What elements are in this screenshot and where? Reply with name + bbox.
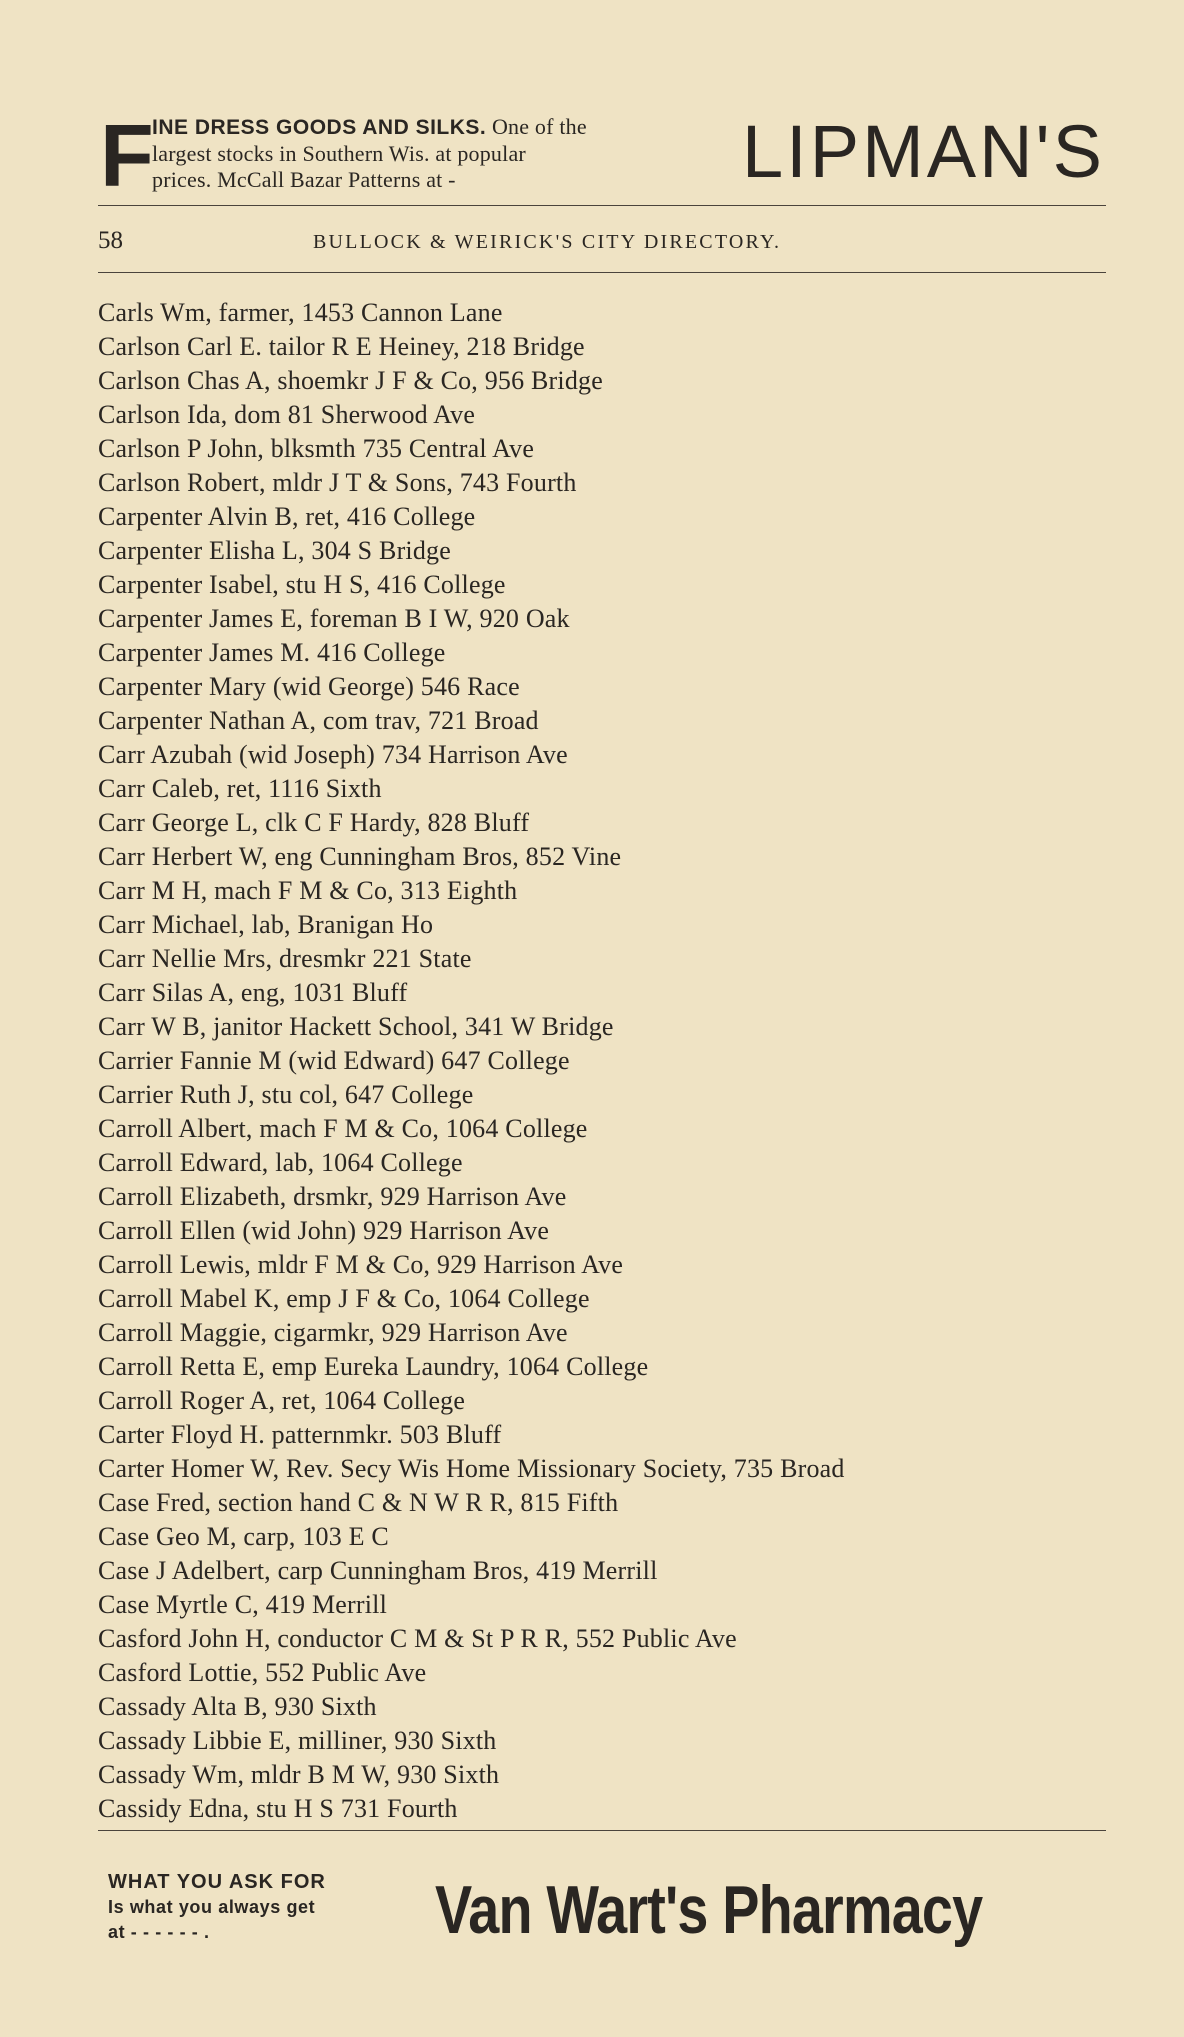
directory-entry: Carroll Mabel K, emp J F & Co, 1064 College [98, 1284, 590, 1313]
directory-entry: Carpenter Alvin B, ret, 416 College [98, 502, 476, 531]
ad-copy [152, 114, 792, 193]
directory-entry: Case J Adelbert, carp Cunningham Bros, 419 Merrill [98, 1556, 658, 1585]
directory-entry: Carrier Ruth J, stu col, 647 College [98, 1080, 474, 1109]
ad-bottom-line-3: at - - - - - - . [108, 1922, 210, 1942]
directory-entry: Casford John H, conductor C M & St P R R, 552 Public Ave [98, 1624, 737, 1653]
directory-entry: Carlson Chas A, shoemkr J F & Co, 956 Bridge [98, 366, 603, 395]
directory-entry: Carr Azubah (wid Joseph) 734 Harrison Ave [98, 740, 568, 769]
directory-entry: Carpenter Mary (wid George) 546 Race [98, 672, 520, 701]
directory-entry: Carroll Edward, lab, 1064 College [98, 1148, 463, 1177]
directory-entry: Carroll Maggie, cigarmkr, 929 Harrison Ave [98, 1318, 568, 1347]
directory-entry: Case Myrtle C, 419 Merrill [98, 1590, 387, 1619]
directory-entry: Carroll Roger A, ret, 1064 College [98, 1386, 466, 1415]
directory-entry: Carlson Carl E. tailor R E Heiney, 218 Bridge [98, 332, 585, 361]
top-advertisement [100, 108, 1105, 203]
ad-line-2: largest stocks in Southern Wis. at popular [152, 141, 526, 166]
directory-entry: Carr Michael, lab, Branigan Ho [98, 910, 434, 939]
directory-entry: Carpenter Nathan A, com trav, 721 Broad [98, 706, 539, 735]
ad-line-1 [152, 114, 792, 141]
page-number: 58 [98, 227, 123, 254]
ad-drop-cap: F [100, 106, 154, 205]
directory-entry: Carlson Robert, mldr J T & Sons, 743 Fourth [98, 468, 577, 497]
directory-entry: Carr M H, mach F M & Co, 313 Eighth [98, 876, 518, 905]
directory-entry: Carr Caleb, ret, 1116 Sixth [98, 774, 382, 803]
bottom-divider [98, 1830, 1106, 1831]
ad-lead-text: INE DRESS GOODS AND SILKS. [152, 116, 487, 139]
directory-entry: Carr Herbert W, eng Cunningham Bros, 852 Vine [98, 842, 622, 871]
ad-bottom-brand-name: Van Wart's Pharmacy [435, 1872, 983, 1948]
directory-entry: Cassady Libbie E, milliner, 930 Sixth [98, 1726, 497, 1755]
directory-entry: Cassidy Edna, stu H S 731 Fourth [98, 1794, 458, 1823]
directory-entry: Cassady Wm, mldr B M W, 930 Sixth [98, 1760, 500, 1789]
directory-entry: Carr Nellie Mrs, dresmkr 221 State [98, 944, 472, 973]
directory-entry: Carroll Retta E, emp Eureka Laundry, 1064 College [98, 1352, 649, 1381]
ad-line-1-rest: One of the [486, 114, 587, 139]
directory-entry: Carpenter James M. 416 College [98, 638, 446, 667]
directory-entry: Cassady Alta B, 930 Sixth [98, 1692, 377, 1721]
directory-entry: Casford Lottie, 552 Public Ave [98, 1658, 427, 1687]
directory-entry: Carpenter James E, foreman B I W, 920 Oak [98, 604, 570, 633]
directory-entry: Carlson P John, blksmth 735 Central Ave [98, 434, 535, 463]
ad-line-3: prices. McCall Bazar Patterns at - [152, 167, 456, 192]
ad-copy-bottom [108, 1870, 326, 1945]
directory-entry: Case Fred, section hand C & N W R R, 815 Fifth [98, 1488, 619, 1517]
directory-entry: Case Geo M, carp, 103 E C [98, 1522, 389, 1551]
ad-bottom-line-1: WHAT YOU ASK FOR [108, 1871, 326, 1893]
directory-entry: Carter Homer W, Rev. Secy Wis Home Missionary Society, 735 Broad [98, 1454, 845, 1483]
directory-entry: Carls Wm, farmer, 1453 Cannon Lane [98, 298, 503, 327]
directory-entry: Carlson Ida, dom 81 Sherwood Ave [98, 400, 476, 429]
directory-listing [98, 296, 1118, 1826]
directory-entry: Carpenter Isabel, stu H S, 416 College [98, 570, 506, 599]
running-title: BULLOCK & WEIRICK'S CITY DIRECTORY. [313, 231, 782, 253]
directory-entry: Carroll Elizabeth, drsmkr, 929 Harrison Ave [98, 1182, 567, 1211]
directory-entry: Carrier Fannie M (wid Edward) 647 College [98, 1046, 570, 1075]
ad-bottom-line-2: Is what you always get [108, 1897, 316, 1917]
directory-entry: Carr Silas A, eng, 1031 Bluff [98, 978, 408, 1007]
directory-entry: Carpenter Elisha L, 304 S Bridge [98, 536, 451, 565]
directory-entry: Carroll Lewis, mldr F M & Co, 929 Harrison Ave [98, 1250, 624, 1279]
page-header [98, 227, 1106, 257]
header-divider [98, 272, 1106, 273]
directory-entry: Carr W B, janitor Hackett School, 341 W Bridge [98, 1012, 614, 1041]
ad-brand-name: LIPMAN'S [742, 110, 1105, 193]
bottom-advertisement [100, 1866, 1105, 1966]
directory-entry: Carr George L, clk C F Hardy, 828 Bluff [98, 808, 530, 837]
top-divider [98, 205, 1106, 206]
directory-entry: Carter Floyd H. patternmkr. 503 Bluff [98, 1420, 502, 1449]
directory-entry: Carroll Albert, mach F M & Co, 1064 College [98, 1114, 588, 1143]
directory-entry: Carroll Ellen (wid John) 929 Harrison Ave [98, 1216, 550, 1245]
